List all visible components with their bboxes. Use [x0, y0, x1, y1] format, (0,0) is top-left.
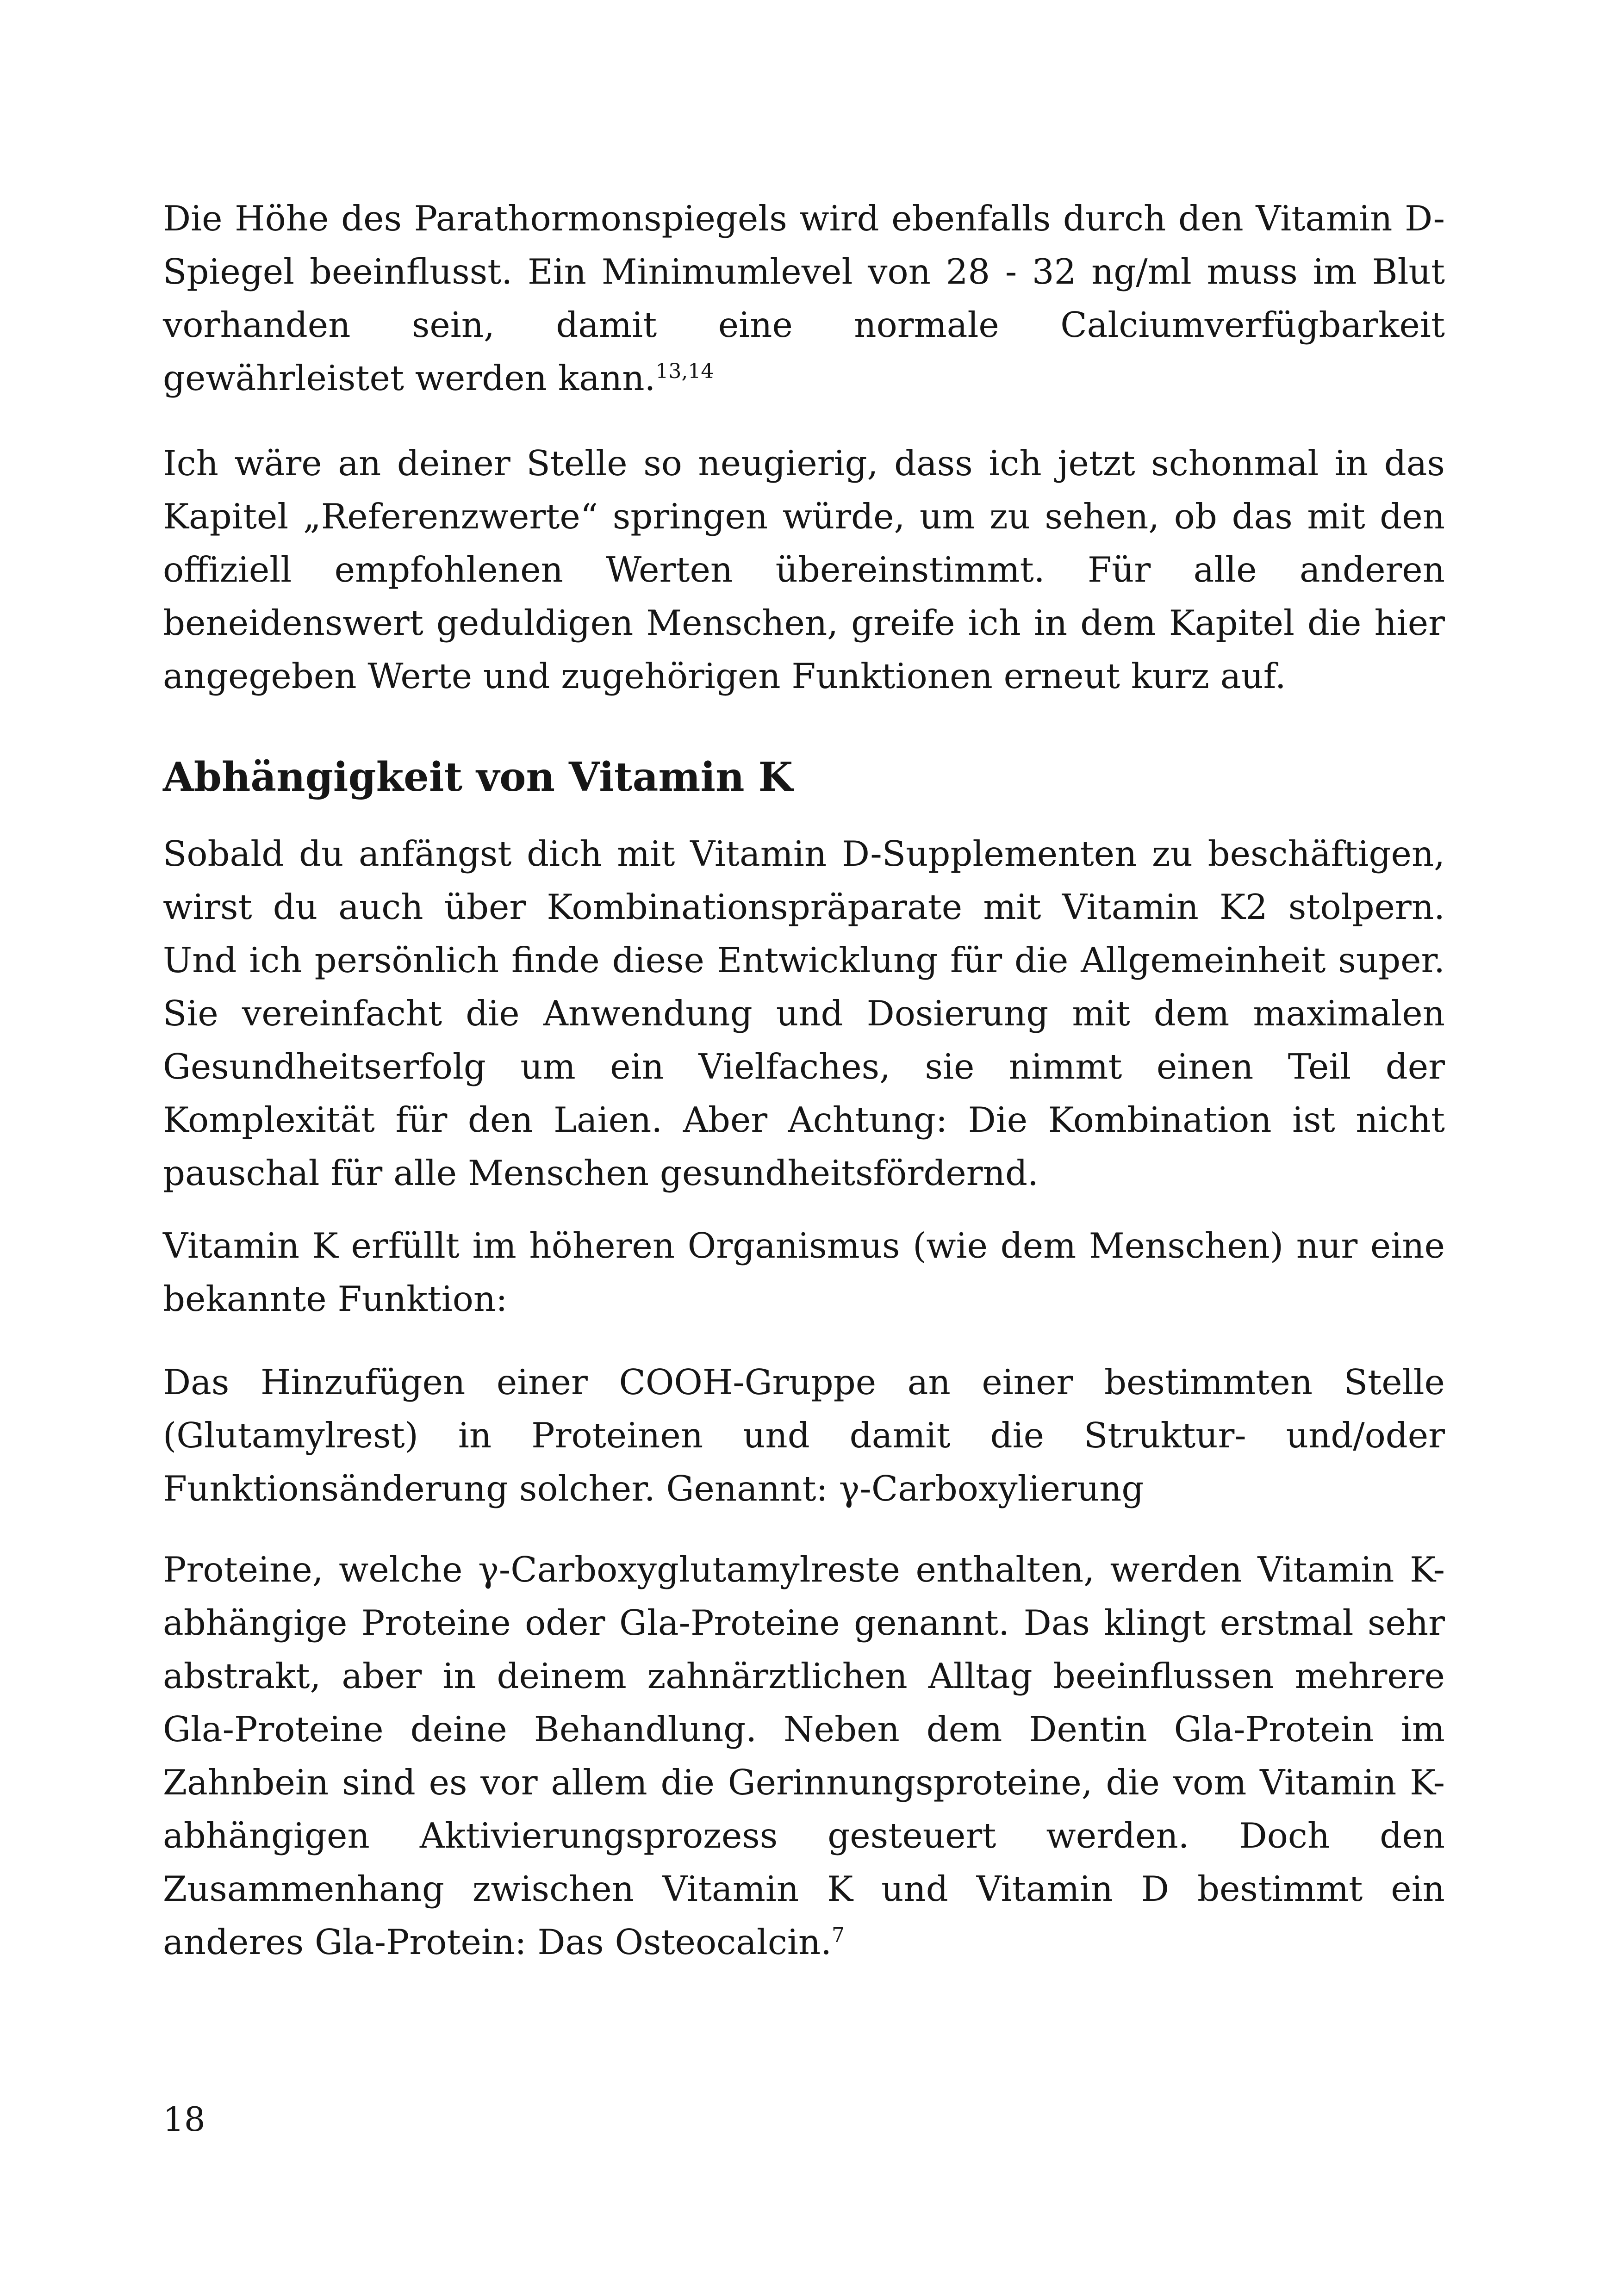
paragraph-vitamin-k-function	[163, 1219, 1445, 1326]
paragraph-gla-proteins	[163, 1543, 1445, 1969]
paragraph-parathormone	[163, 192, 1445, 405]
paragraph-text: Die Höhe des Parathormonspiegels wird ebenfalls durch den Vitamin D-Spiegel beeinflusst. Ein Minimumlevel von 28 - 32 ng/ml muss im Blut vorhanden sein, damit eine normale Calciumverfügbarkeit gewährleistet werden kann.	[163, 198, 1445, 398]
paragraph-text: Sobald du anfängst dich mit Vitamin D-Supplementen zu beschäftigen, wirst du auch über Kombinationspräparate mit Vitamin K2 stolpern. Und ich persönlich finde diese Entwicklung für die Allgemeinheit super. Sie vereinfacht die Anwendung und Dosierung mit dem maximalen Gesundheitserfolg um ein Vielfaches, sie nimmt einen Teil der Komplexität für den Laien. Aber Achtung: Die Kombination ist nicht pauschal für alle Menschen gesundheitsfördernd.	[163, 833, 1445, 1193]
paragraph-reference-values	[163, 437, 1445, 703]
section-heading: Abhängigkeit von Vitamin K	[163, 754, 793, 800]
footnote-reference: 13,14	[655, 360, 714, 383]
paragraph-text: Vitamin K erfüllt im höheren Organismus (wie dem Menschen) nur eine bekannte Funktion:	[163, 1225, 1445, 1319]
paragraph-text: Das Hinzufügen einer COOH-Gruppe an einer bestimmten Stelle (Glutamylrest) in Proteinen und damit die Struktur- und/oder Funktionsänderung solcher. Genannt: γ-Carboxylierung	[163, 1362, 1445, 1509]
paragraph-supplements	[163, 827, 1445, 1200]
paragraph-carboxylation	[163, 1356, 1445, 1515]
paragraph-text: Proteine, welche γ-Carboxyglutamylreste enthalten, werden Vitamin K-abhängige Proteine oder Gla-Proteine genannt. Das klingt erstmal sehr abstrakt, aber in deinem zahnärztlichen Alltag beeinflussen mehrere Gla-Proteine deine Behandlung. Neben dem Dentin Gla-Protein im Zahnbein sind es vor allem die Gerinnungsproteine, die vom Vitamin K-abhängigen Aktivierungsprozess gesteuert werden. Doch den Zusammenhang zwischen Vitamin K und Vitamin D bestimmt ein anderes Gla-Protein: Das Osteocalcin.	[163, 1549, 1445, 1962]
page-number: 18	[163, 2100, 205, 2139]
footnote-reference: 7	[832, 1924, 845, 1947]
paragraph-text: Ich wäre an deiner Stelle so neugierig, dass ich jetzt schonmal in das Kapitel „Referenzwerte“ springen würde, um zu sehen, ob das mit den offiziell empfohlenen Werten übereinstimmt. Für alle anderen beneidenswert geduldigen Menschen, greife ich in dem Kapitel die hier angegeben Werte und zugehörigen Funktionen erneut kurz auf.	[163, 443, 1445, 696]
